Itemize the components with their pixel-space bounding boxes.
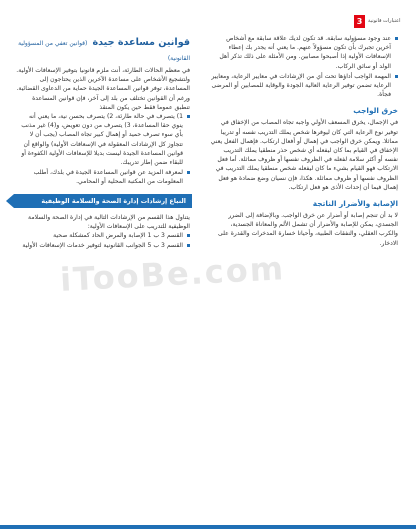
good-samaritan-intro: في معظم الحالات الطارئة، أنت ملزم قانونيا بتوفير الإسعافات الأولية. ولتشجيع الأشخاص على مساعدة الآخرين الذين يحتاجون إلى المساعدة، توفر قوانين المساعدة الجيدة حماية من الدعاوى القضائية. ورغم أن القوانين تختلف من بلد إلى آخر، فإن قوانين المساعدة تنطبق عموما فقط حين يكون المنقذ [16,67,190,111]
list-item: المهمة الواجب أداؤها تحت أي من الإرشادات في معايير الرعاية، ومعايير الرعاية تضمن توفير الرعاية العالية الجودة والوقاية للمصابين أو المرضى فجأة. [210,72,398,100]
guidelines-bullets [16,231,190,250]
section-heading-breach: خرق الواجب [353,106,398,116]
list-item: لمعرفة المزيد عن قوانين المساعدة الجيدة في بلدك، أطلب المعلومات من المكتبة المحلية أو المحامي. [16,168,190,186]
page-number: 3 [354,15,365,28]
heading-note-text: (قوانين تعفي من المسؤولية القانونية) [18,40,190,62]
left-column [16,34,190,251]
footer-bar [0,525,416,529]
running-title: اعتبارات قانونية [368,18,401,24]
section-body-injury: لا بد أن تنجم إصابة أو أضرار عن خرق الواجب. وبالإضافة إلى الضرر الجسدي، يمكن للإصابة والأضرار أن تشمل الألم والمعاناة الجسدية، والكرب العقلي، والنفقات الطبية، وأحيانا خسارة المدخرات والقدرة على الادخار. [218,212,398,247]
right-column [210,34,398,248]
list-item: 1) يتصرف في حالة طارئة، 2) يتصرف بحسن نية، ما يعني أنه ينوي حقا المساعدة، 3) يتصرف من دون تعويض، و(4) غير مذنب بأي سوء تصرف حميد أو إهمال كبير تجاه المصاب (يجب أن لا تتجاوز كل الإرشادات المعقولة في الإسعافات الأولية) والواقع أن قوانين المساعدة الجيدة ليست بديلا للإسعافات الأولية الكفوءة أو للبقاء ضمن إطار تدريبك. [16,112,190,167]
top-bullet-list [210,34,398,99]
section-heading-good-samaritan [16,34,190,64]
list-item: عند وجود مسؤولية سابقة. قد تكون لديك علاقة سابقة مع أشخاص آخرين تجبرك بأن تكون مسؤولاً عنهم. ما يعني أنه يجدر بك إعطاء الإسعافات الأولية إذا أصبحوا مصابين. ومن الأمثلة على ذلك تذكر أهل الولد أو سائق الركاب. [210,34,398,71]
watermark: iTooBe.com [59,249,286,299]
good-samaritan-bullets [16,112,190,187]
heading-main-text: قوانين مساعدة جيدة [92,37,190,48]
guidelines-intro: يتناول هذا القسم من الإرشادات التالية في إدارة الصحة والسلامة الوظيفية للتدريب على الإسعافات الأولية: [28,213,190,230]
list-item: القسم 3 ب 1 الإصابة والمرض الحاد كمشكلة صحية [16,231,190,240]
section-heading-injury: الإصابة والأضرار الناتجة [312,199,398,209]
section-body-breach: في الإجمال، يخرق المسعف الأولي واجبه تجاه المصاب من الإخفاق في توفير نوع الرعاية التي كان ليوفرها شخص يملك التدريب نفسه أو تدريبا مماثلا. ويمكن خرق الواجب في إهمال أو أفعال ارتكاب. فإهمال الفعل يعني الإخفاق في القيام بما كان ليفعله أي شخص حذر منطقيا يملك التدريب نفسه أو أكثر سلامة لفعله في الظروف نفسها أو ظروف مماثلة. أما فعل الارتكاب فهو القيام بشيء ما كان ليفعله شخص منطقيا يملك التدريب في الظروف نفسها أو ظروف مماثلة. هكذا، فإن نسيان وضع ضمادة هو فعل إهمال فيما أن إحداث الأذى هو فعل ارتكاب. [210,119,398,191]
guidelines-banner: النباع إرشادات إدارة الصحة والسلامة الوظيفية [6,194,192,208]
page-header [354,14,406,28]
list-item: القسم 3 ب 5 الجوانب القانونية لتوفير خدمات الإسعافات الأولية [16,241,190,250]
